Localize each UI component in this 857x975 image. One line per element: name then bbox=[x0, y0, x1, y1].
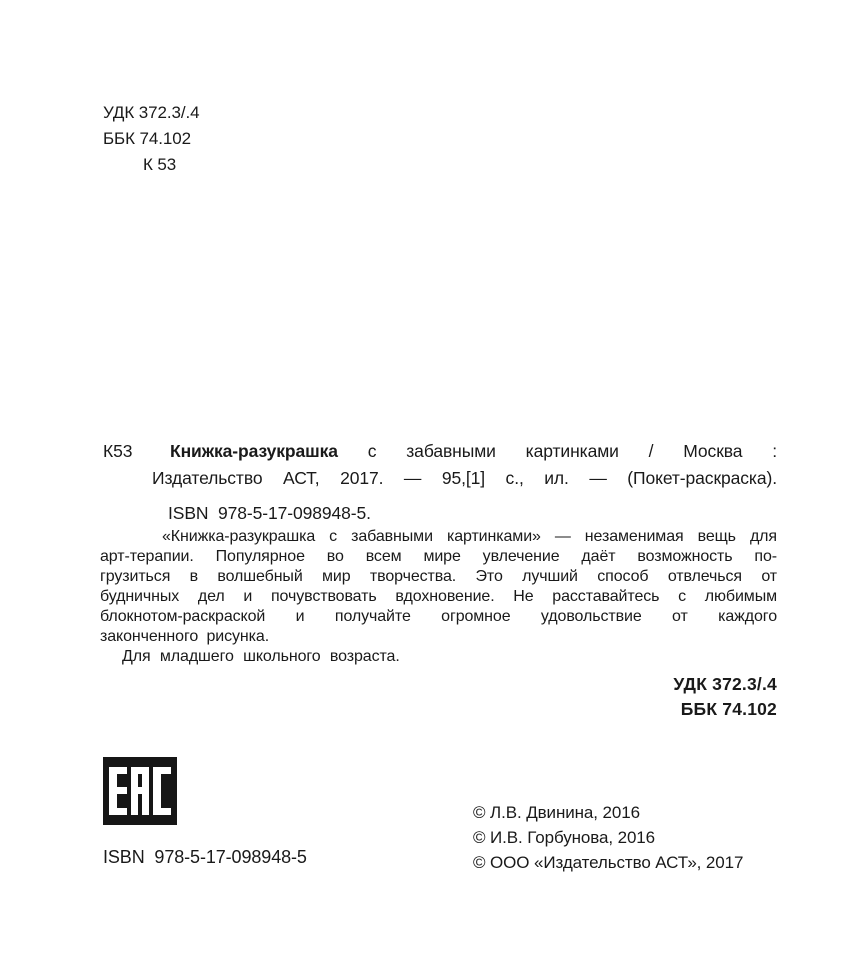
classification-codes-right bbox=[673, 672, 777, 722]
bbk-code-right: ББК 74.102 bbox=[680, 699, 777, 719]
copyright-block bbox=[473, 800, 743, 875]
eac-conformity-logo bbox=[103, 757, 177, 825]
annotation-line: грузиться в волшебный мир творчества. Это лучший способ отвлечься от bbox=[100, 568, 777, 585]
copyright-line: © Л.В. Двинина, 2016 bbox=[473, 803, 640, 822]
isbn-footer: ISBN 978-5-17-098948-5 bbox=[103, 847, 307, 867]
annotation-line: «Книжка-разукрашка с забавными картинками» — незаменимая вещь для bbox=[162, 528, 777, 545]
annotation-line: арт-терапии. Популярное во всем мире увлечение даёт возможность по- bbox=[100, 548, 777, 565]
annotation-paragraph bbox=[100, 527, 777, 667]
udk-code-top: УДК 372.3/.4 bbox=[103, 103, 200, 122]
annotation-line: законченного рисунка. bbox=[100, 628, 270, 645]
audience-note: Для младшего школьного возраста. bbox=[122, 648, 400, 665]
cataloguing-block bbox=[103, 438, 777, 527]
top-classification-codes bbox=[103, 100, 199, 178]
entry-code: К53 bbox=[103, 441, 133, 461]
catalog-line-2: Издательство АСТ, 2017. — 95,[1] с., ил. — (Покет-раскраска). bbox=[152, 468, 777, 488]
isbn-catalog: ISBN 978-5-17-098948-5. bbox=[168, 503, 371, 523]
udk-code-right: УДК 372.3/.4 bbox=[673, 674, 777, 694]
eac-mark-icon bbox=[103, 757, 177, 825]
catalog-line-1-rest: с забавными картинками / Москва : bbox=[337, 441, 777, 461]
bbk-code-top: ББК 74.102 bbox=[103, 129, 191, 148]
catalog-line-1 bbox=[170, 438, 777, 465]
annotation-line: блокнотом-раскраской и получайте огромное удовольствие от каждого bbox=[100, 608, 777, 625]
annotation-line: будничных дел и почувствовать вдохновение. Не расставайтесь с любимым bbox=[100, 588, 777, 605]
book-title: Книжка-разукрашка bbox=[170, 441, 338, 461]
copyright-line: © И.В. Горбунова, 2016 bbox=[473, 828, 656, 847]
copyright-line: © ООО «Издательство АСТ», 2017 bbox=[473, 853, 744, 872]
author-mark: К 53 bbox=[143, 155, 177, 174]
